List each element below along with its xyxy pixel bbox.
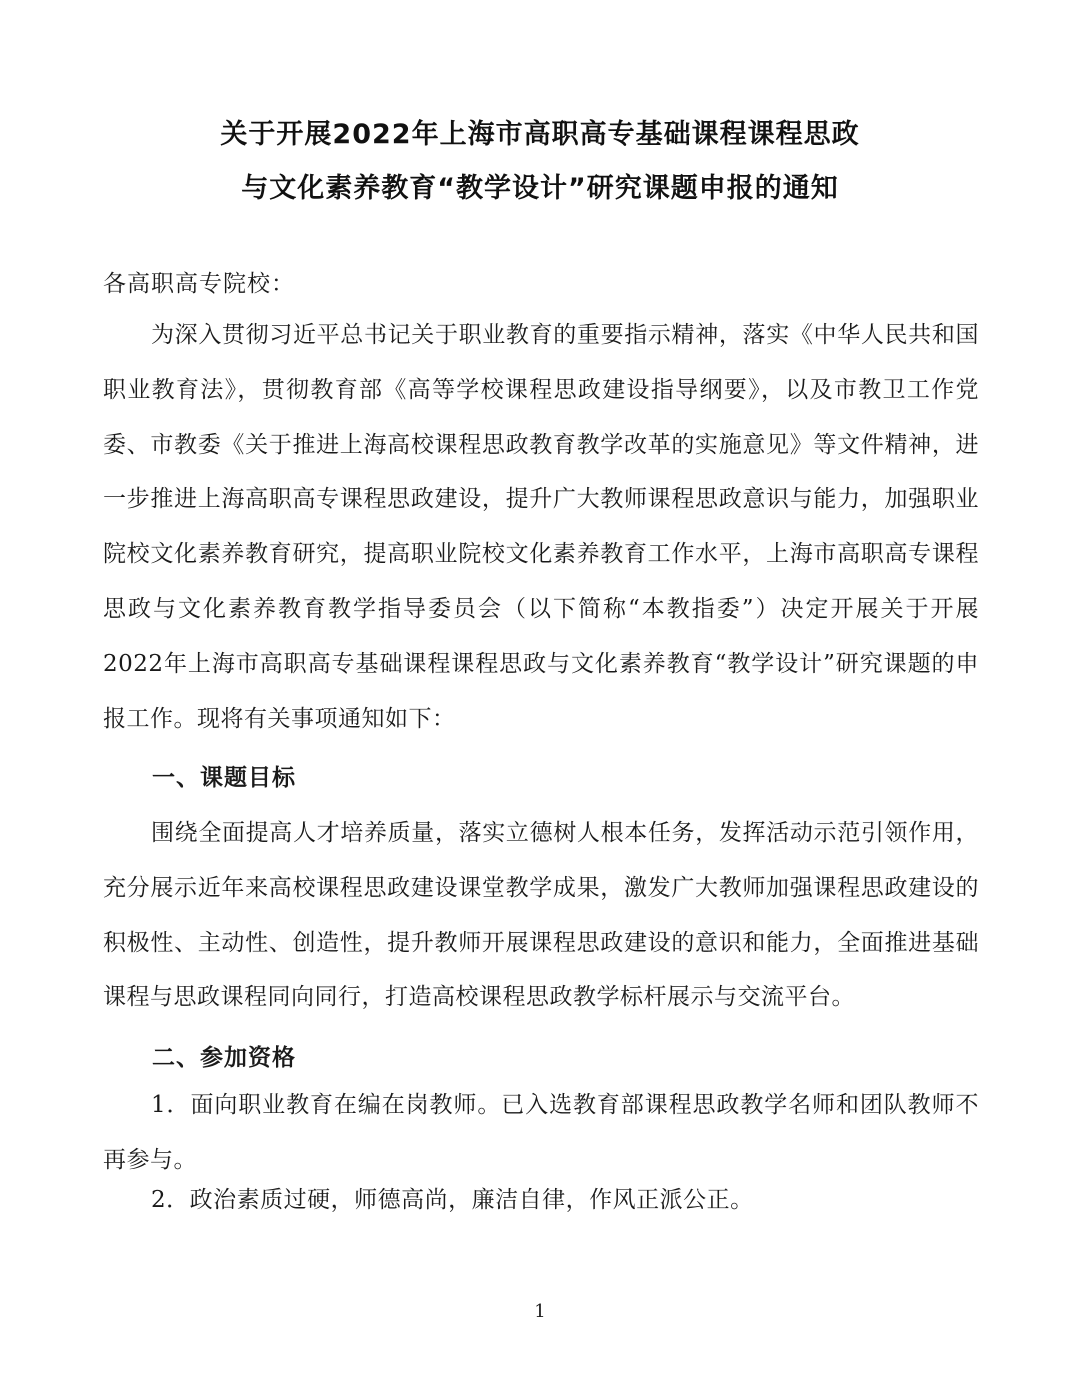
section2-heading: 二、参加资格 [152,1045,296,1071]
intro-paragraph-block [103,308,979,746]
section2-item1: 1．面向职业教育在编在岗教师。已入选教育部课程思政教学名师和团队教师不再参与。 [103,1092,979,1173]
intro-paragraph: 为深入贯彻习近平总书记关于职业教育的重要指示精神，落实《中华人民共和国职业教育法》，贯彻教育部《高等学校课程思政建设指导纲要》，以及市教卫工作党委、市教委《关于推进上海高校课程思政教育教学改革的实施意见》等文件精神，进一步推进上海高职高专课程思政建设，提升广大教师课程思政意识与能力，加强职业院校文化素养教育研究，提高职业院校文化素养教育工作水平，上海市高职高专课程思政与文化素养教育教学指导委员会（以下简称“本教指委”）决定开展关于开展2022年上海市高职高专基础课程课程思政与文化素养教育“教学设计”研究课题的申报工作。现将有关事项通知如下： [103,322,979,732]
salutation: 各高职高专院校： [103,271,295,297]
section2-item2-block [103,1173,979,1228]
section2-item2: 2．政治素质过硬，师德高尚，廉洁自律，作风正派公正。 [151,1187,754,1213]
document-title-line2: 与文化素养教育“教学设计”研究课题申报的通知 [241,173,839,204]
section1-heading: 一、课题目标 [152,765,296,791]
section2-item1-block [103,1078,979,1188]
page-number: 1 [534,1301,546,1322]
section1-paragraph: 围绕全面提高人才培养质量，落实立德树人根本任务，发挥活动示范引领作用，充分展示近年来高校课程思政建设课堂教学成果，激发广大教师加强课程思政建设的积极性、主动性、创造性，提升教师开展课程思政建设的意识和能力，全面推进基础课程与思政课程同向同行，打造高校课程思政教学标杆展示与交流平台。 [103,820,979,1011]
document-title-line1: 关于开展2022年上海市高职高专基础课程课程思政 [220,119,860,150]
section1-body-block [103,806,979,1025]
